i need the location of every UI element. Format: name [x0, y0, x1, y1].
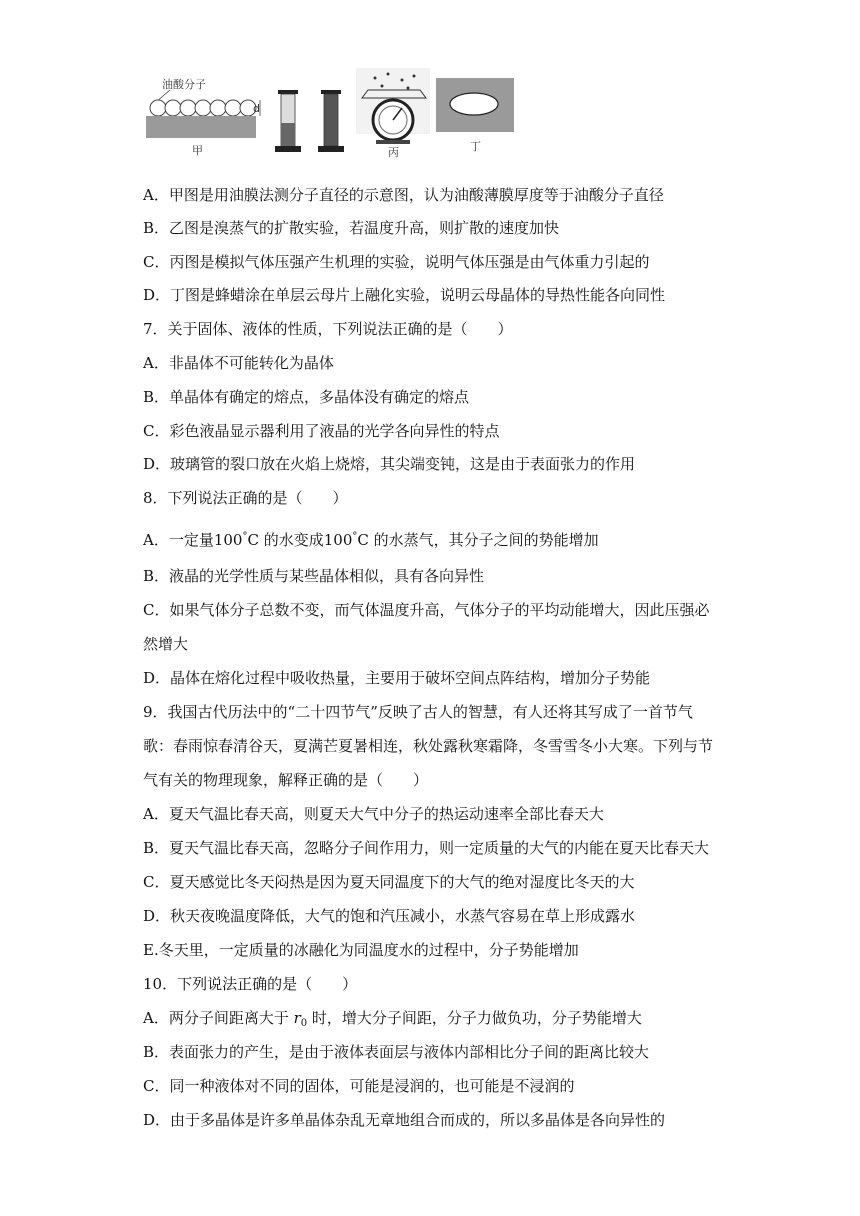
- option-8a-part3: 的水蒸气，其分子之间的势能增加: [368, 531, 599, 549]
- d-label: d: [253, 102, 260, 115]
- figure-bing-label: 丙: [388, 146, 399, 158]
- option-8a: [143, 526, 599, 551]
- figure-ding: [436, 78, 514, 153]
- figures-strip: [140, 68, 520, 158]
- option-10d: D．由于多晶体是许多单晶体杂乱无章地组合而成的，所以多晶体是各向异性的: [143, 1111, 666, 1129]
- option-10a-part2: 时，增大分子间距，分子力做负功，分子势能增大: [307, 1009, 642, 1027]
- option-10a-part1: A．两分子间距离大于: [143, 1009, 294, 1027]
- question-9-line1: 9．我国古代历法中的“二十四节气”反映了古人的智慧，有人还将其写成了一首节气: [143, 703, 693, 721]
- question-8: 8．下列说法正确的是（ ）: [143, 489, 348, 507]
- figure-ding-label: 丁: [470, 140, 481, 153]
- figure-bing: [356, 68, 430, 158]
- option-8c-line2: 然增大: [143, 635, 189, 653]
- question-9-line2: 歌：春雨惊春清谷天，夏满芒夏暑相连，秋处露秋寒霜降，冬雪雪冬小大寒。下列与节: [143, 737, 714, 755]
- temp-value-1: 100: [213, 531, 243, 549]
- option-9c: C．夏天感觉比冬天闷热是因为夏天同温度下的大气的绝对湿度比冬天的大: [143, 873, 635, 891]
- r-subscript: 0: [300, 1018, 308, 1029]
- option-9d: D．秋天夜晚温度降低，大气的饱和汽压减小，水蒸气容易在草上形成露水: [143, 907, 636, 925]
- option-6d: D．丁图是蜂蜡涂在单层云母片上融化实验，说明云母晶体的导热性能各向同性: [143, 286, 666, 304]
- option-7a: A．非晶体不可能转化为晶体: [143, 354, 334, 372]
- option-10b: B．表面张力的产生，是由于液体表面层与液体内部相比分子间的距离比较大: [143, 1043, 650, 1061]
- option-6b: B．乙图是溴蒸气的扩散实验，若温度升高，则扩散的速度加快: [143, 219, 560, 237]
- option-8a-part1: A．一定量: [143, 531, 214, 549]
- option-8b: B．液晶的光学性质与某些晶体相似，具有各向异性: [143, 567, 485, 585]
- celsius-unit-1: C: [247, 531, 259, 549]
- option-7c: C．彩色液晶显示器利用了液晶的光学各向异性的特点: [143, 422, 500, 440]
- option-9e: E.冬天里，一定质量的冰融化为同温度水的过程中，分子势能增加: [143, 941, 579, 959]
- question-7: 7．关于固体、液体的性质，下列说法正确的是（ ）: [143, 320, 513, 338]
- r-symbol: r: [293, 1009, 301, 1027]
- option-6a: A．甲图是用油膜法测分子直径的示意图，认为油酸薄膜厚度等于油酸分子直径: [143, 186, 664, 204]
- figure-yi: [275, 90, 344, 152]
- question-9-line3: 气有关的物理现象，解释正确的是（ ）: [143, 771, 429, 789]
- question-10: 10．下列说法正确的是（ ）: [143, 975, 358, 993]
- option-9b: B．夏天气温比春天高，忽略分子间作用力，则一定质量的大气的内能在夏天比春天大: [143, 839, 710, 857]
- option-10a: [143, 1007, 642, 1035]
- option-9a: A．夏天气温比春天高，则夏天大气中分子的热运动速率全部比春天大: [143, 805, 604, 823]
- temp-value-2: 100: [323, 531, 353, 549]
- figure-jia: [146, 77, 260, 157]
- option-8c-line1: C．如果气体分子总数不变，而气体温度升高，气体分子的平均动能增大，因此压强必: [143, 601, 710, 619]
- option-8d: D．晶体在熔化过程中吸收热量，主要用于破坏空间点阵结构，增加分子势能: [143, 669, 651, 687]
- oil-molecule-label: 油酸分子: [162, 78, 206, 91]
- option-7d: D．玻璃管的裂口放在火焰上烧熔，其尖端变钝，这是由于表面张力的作用: [143, 455, 636, 473]
- option-8a-part2: 的水变成: [258, 531, 324, 549]
- option-10c: C．同一种液体对不同的固体，可能是浸润的，也可能是不浸润的: [143, 1077, 575, 1095]
- figure-jia-label: 甲: [192, 144, 203, 157]
- option-6c: C．丙图是模拟气体压强产生机理的实验，说明气体压强是由气体重力引起的: [143, 253, 650, 271]
- celsius-unit-2: C: [357, 531, 369, 549]
- degree-mark-2: °: [352, 531, 358, 542]
- degree-mark-1: °: [242, 531, 248, 542]
- option-7b: B．单晶体有确定的熔点，多晶体没有确定的熔点: [143, 388, 470, 406]
